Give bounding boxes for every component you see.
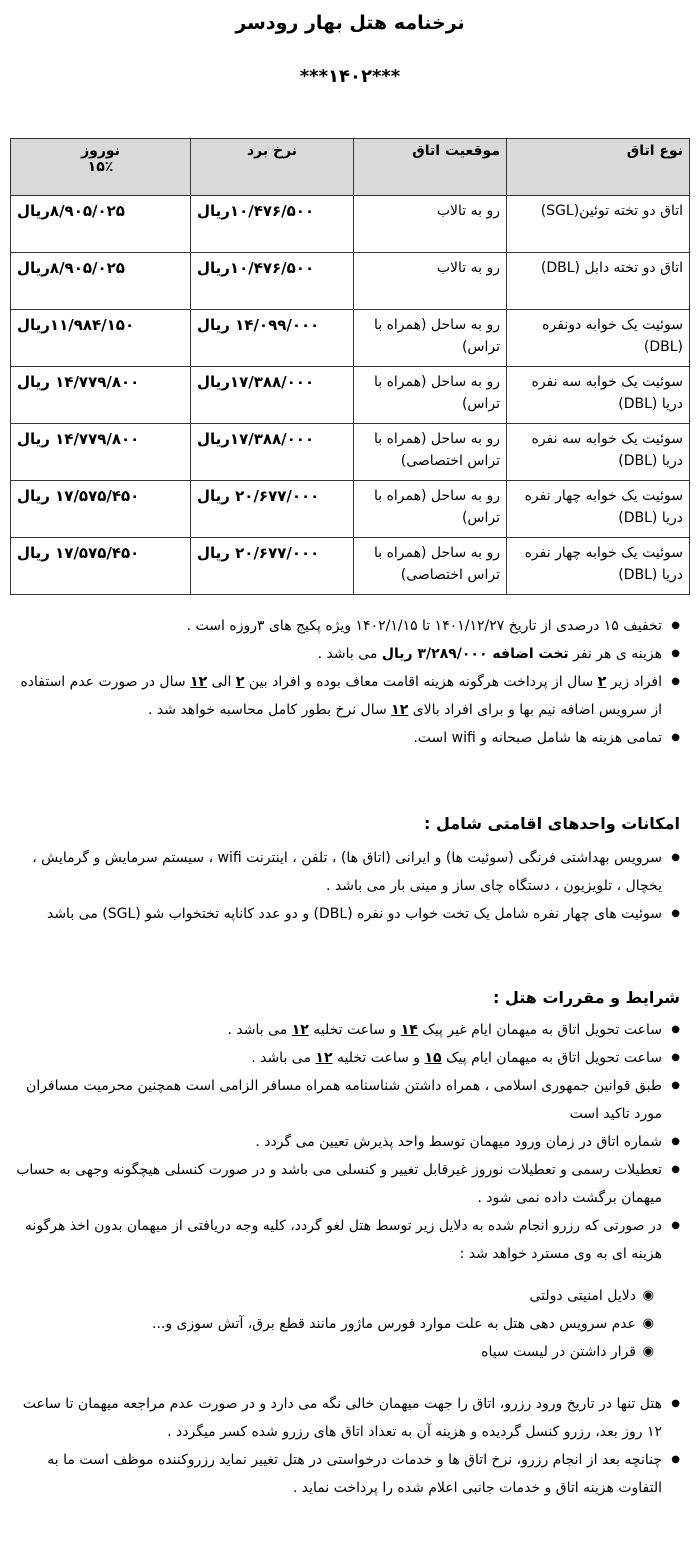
- age-value: ۲: [597, 674, 607, 690]
- rule-text: تعطیلات رسمی و تعطیلات نوروز غیرقابل تغییر و کنسلی می باشد و در صورت کنسلی هیچگونه وجهی به حساب میهمان برگشت داده نمی شود .: [16, 1162, 662, 1206]
- cell-board-rate: ۱۷/۳۸۸/۰۰۰ریال: [191, 424, 354, 481]
- cell-board-rate: ۱۷/۳۸۸/۰۰۰ریال: [191, 367, 354, 424]
- cell-room-type: سوئیت یک خوابه چهار نفره دریا (DBL): [507, 481, 690, 538]
- amenity-text: سرویس بهداشتی فرنگی (سوئیت ها) و ایرانی (اتاق ها) ، تلفن ، اینترنت wifi ، سیستم سرمایش و گرمایش ، یخچال ، تلویزیون ، دستگاه چای ساز و مینی بار می باشد .: [32, 850, 662, 894]
- list-item: [14, 1212, 680, 1268]
- cell-room-type: سوئیت یک خوابه سه نفره دریا (DBL): [507, 367, 690, 424]
- rule-part: ساعت تحویل اتاق به میهمان ایام پیک: [446, 1050, 662, 1066]
- list-item: [14, 1446, 680, 1502]
- rule-text: در صورتی که رزرو انجام شده به دلایل زیر توسط هتل لغو گردد، کلیه وجه دریافتی از میهمان بدون اخذ هرگونه هزینه ای به وی مسترد خواهد شد :: [24, 1218, 662, 1262]
- cell-room-type: سوئیت یک خوابه چهار نفره دریا (DBL): [507, 538, 690, 595]
- table-row: [11, 538, 690, 595]
- rule-part: و ساعت تخلیه: [336, 1050, 421, 1066]
- rule-hour: ۱۲: [291, 1022, 309, 1038]
- rule-part: و ساعت تخلیه: [313, 1022, 397, 1038]
- table-row: [11, 196, 690, 253]
- age-note-part: افراد زیر: [610, 674, 662, 690]
- cell-board-rate: ۱۰/۴۷۶/۵۰۰ریال: [191, 196, 354, 253]
- extra-bed-price: تخت اضافه ۳/۲۸۹/۰۰۰ ریال: [381, 646, 569, 662]
- breakfast-wifi-note: تمامی هزینه ها شامل صبحانه و wifi است.: [413, 730, 662, 746]
- cell-room-location: رو به ساحل (همراه با تراس): [354, 367, 507, 424]
- cell-room-location: رو به تالاب: [354, 253, 507, 310]
- list-item: [14, 844, 680, 900]
- header-nowruz: [11, 139, 191, 196]
- pricing-notes-list: [14, 612, 680, 752]
- list-item: [14, 900, 680, 928]
- age-note-part: سال از پرداخت هرگونه هزینه اقامت معاف بوده و افراد بین: [248, 674, 594, 690]
- table-header-row: [11, 139, 690, 196]
- cell-room-type: اتاق دو تخته دابل (DBL): [507, 253, 690, 310]
- header-nowruz-percent: ۱۵٪: [87, 159, 114, 175]
- reason-text: دلایل امنیتی دولتی: [529, 1288, 636, 1304]
- rules-heading: شرایط و مقررات هتل :: [493, 988, 680, 1007]
- table-row: [11, 367, 690, 424]
- extra-bed-note-suffix: می باشد .: [317, 646, 378, 662]
- page-title: نرخنامه هتل بهار رودسر: [235, 12, 465, 34]
- table-row: [11, 481, 690, 538]
- rates-table: [10, 138, 690, 595]
- cell-room-location: رو به ساحل (همراه با تراس اختصاصی): [354, 538, 507, 595]
- cell-board-rate: ۱۴/۰۹۹/۰۰۰ ریال: [191, 310, 354, 367]
- list-item: [14, 1016, 680, 1044]
- list-item: [14, 1156, 680, 1212]
- year-banner: ***۱۴۰۲***: [299, 66, 401, 87]
- cell-nowruz-rate: ۱۴/۷۷۹/۸۰۰ ریال: [11, 367, 191, 424]
- cancellation-reasons-list: [60, 1282, 654, 1366]
- header-room-location: موقعیت اتاق: [354, 139, 507, 196]
- cell-nowruz-rate: ۱۷/۵۷۵/۴۵۰ ریال: [11, 481, 191, 538]
- header-nowruz-label: نوروز: [81, 143, 120, 159]
- list-item: [14, 1128, 680, 1156]
- age-note-part: سال نرخ بطور کامل محاسبه خواهد شد .: [148, 702, 387, 718]
- rules-list: [14, 1016, 680, 1268]
- header-board-rate: نرخ برد: [191, 139, 354, 196]
- list-item: [14, 1044, 680, 1072]
- reservation-rules-list: [14, 1390, 680, 1502]
- cell-board-rate: ۲۰/۶۷۷/۰۰۰ ریال: [191, 538, 354, 595]
- rule-part: می باشد .: [227, 1022, 288, 1038]
- age-value: ۲: [235, 674, 245, 690]
- cell-nowruz-rate: ۸/۹۰۵/۰۲۵ریال: [11, 253, 191, 310]
- amenities-heading: امکانات واحدهای اقامتی شامل :: [424, 814, 680, 833]
- table-row: [11, 253, 690, 310]
- rule-text: شماره اتاق در زمان ورود میهمان توسط واحد پذیرش تعیین می گردد .: [255, 1134, 662, 1150]
- rule-part: می باشد .: [251, 1050, 311, 1066]
- list-item: [14, 1390, 680, 1446]
- age-note-part: سال در صورت عدم استفاده از سرویس اضافه نیم بها و برای افراد بالای: [20, 674, 662, 718]
- age-note-part: الی: [211, 674, 232, 690]
- cell-nowruz-rate: ۱۴/۷۷۹/۸۰۰ ریال: [11, 424, 191, 481]
- list-item: [14, 612, 680, 640]
- rule-hour: ۱۲: [315, 1050, 333, 1066]
- rule-part: ساعت تحویل اتاق به میهمان ایام غیر پیک: [422, 1022, 662, 1038]
- rule-text: هتل تنها در تاریخ ورود رزرو، اتاق را جهت میهمان خالی نگه می دارد و در صورت عدم مراجعه میهمان تا ساعت ۱۲ روز بعد، رزرو کنسل گردیده و هزینه آن به تعداد اتاق های رزرو شده کسر میگردد .: [22, 1396, 662, 1440]
- cell-room-location: رو به ساحل (همراه با تراس): [354, 310, 507, 367]
- age-value: ۱۲: [391, 702, 409, 718]
- discount-note: تخفیف ۱۵ درصدی از تاریخ ۱۴۰۱/۱۲/۲۷ تا ۱۴۰۲/۱/۱۵ ویژه پکیج های ۳روزه است .: [186, 618, 662, 634]
- age-value: ۱۲: [190, 674, 208, 690]
- rule-text: طبق قوانین جمهوری اسلامی ، همراه داشتن شناسنامه همراه مسافر الزامی است همچنین محرمیت مسافران مورد تاکید است: [26, 1078, 662, 1122]
- cell-nowruz-rate: ۸/۹۰۵/۰۲۵ریال: [11, 196, 191, 253]
- rule-hour: ۱۵: [424, 1050, 442, 1066]
- rule-text: چنانچه بعد از انجام رزرو، نرخ اتاق ها و خدمات درخواستی در هتل تغییر نماید رزروکننده موظف است ما به التفاوت هزینه اتاق و خدمات جانبی اعلام شده را پرداخت نماید .: [47, 1452, 662, 1496]
- list-item: [14, 724, 680, 752]
- cell-room-type: اتاق دو تخته توئین(SGL): [507, 196, 690, 253]
- cell-nowruz-rate: ۱۱/۹۸۴/۱۵۰ریال: [11, 310, 191, 367]
- cell-room-location: رو به ساحل (همراه با تراس): [354, 481, 507, 538]
- cell-room-location: رو به تالاب: [354, 196, 507, 253]
- extra-bed-note-prefix: هزینه ی هر نفر: [573, 646, 662, 662]
- cell-room-type: سوئیت یک خوابه دونفره (DBL): [507, 310, 690, 367]
- list-item: [60, 1310, 654, 1338]
- list-item: [14, 640, 680, 668]
- cell-board-rate: ۱۰/۴۷۶/۵۰۰ریال: [191, 253, 354, 310]
- list-item: [60, 1282, 654, 1310]
- table-row: [11, 424, 690, 481]
- table-row: [11, 310, 690, 367]
- header-room-type: نوع اتاق: [507, 139, 690, 196]
- list-item: [14, 668, 680, 724]
- cell-board-rate: ۲۰/۶۷۷/۰۰۰ ریال: [191, 481, 354, 538]
- rule-hour: ۱۴: [400, 1022, 418, 1038]
- cell-room-type: سوئیت یک خوابه سه نفره دریا (DBL): [507, 424, 690, 481]
- cell-nowruz-rate: ۱۷/۵۷۵/۴۵۰ ریال: [11, 538, 191, 595]
- reason-text: عدم سرویس دهی هتل به علت موارد فورس ماژور مانند قطع برق، آتش سوزی و...: [152, 1316, 636, 1332]
- amenities-list: [14, 844, 680, 928]
- amenity-text: سوئیت های چهار نفره شامل یک تخت خواب دو نفره (DBL) و دو عدد کاناپه تختخواب شو (SGL) می باشد: [46, 906, 662, 922]
- cell-room-location: رو به ساحل (همراه با تراس اختصاصی): [354, 424, 507, 481]
- list-item: [60, 1338, 654, 1366]
- reason-text: قرار داشتن در لیست سیاه: [481, 1344, 636, 1360]
- list-item: [14, 1072, 680, 1128]
